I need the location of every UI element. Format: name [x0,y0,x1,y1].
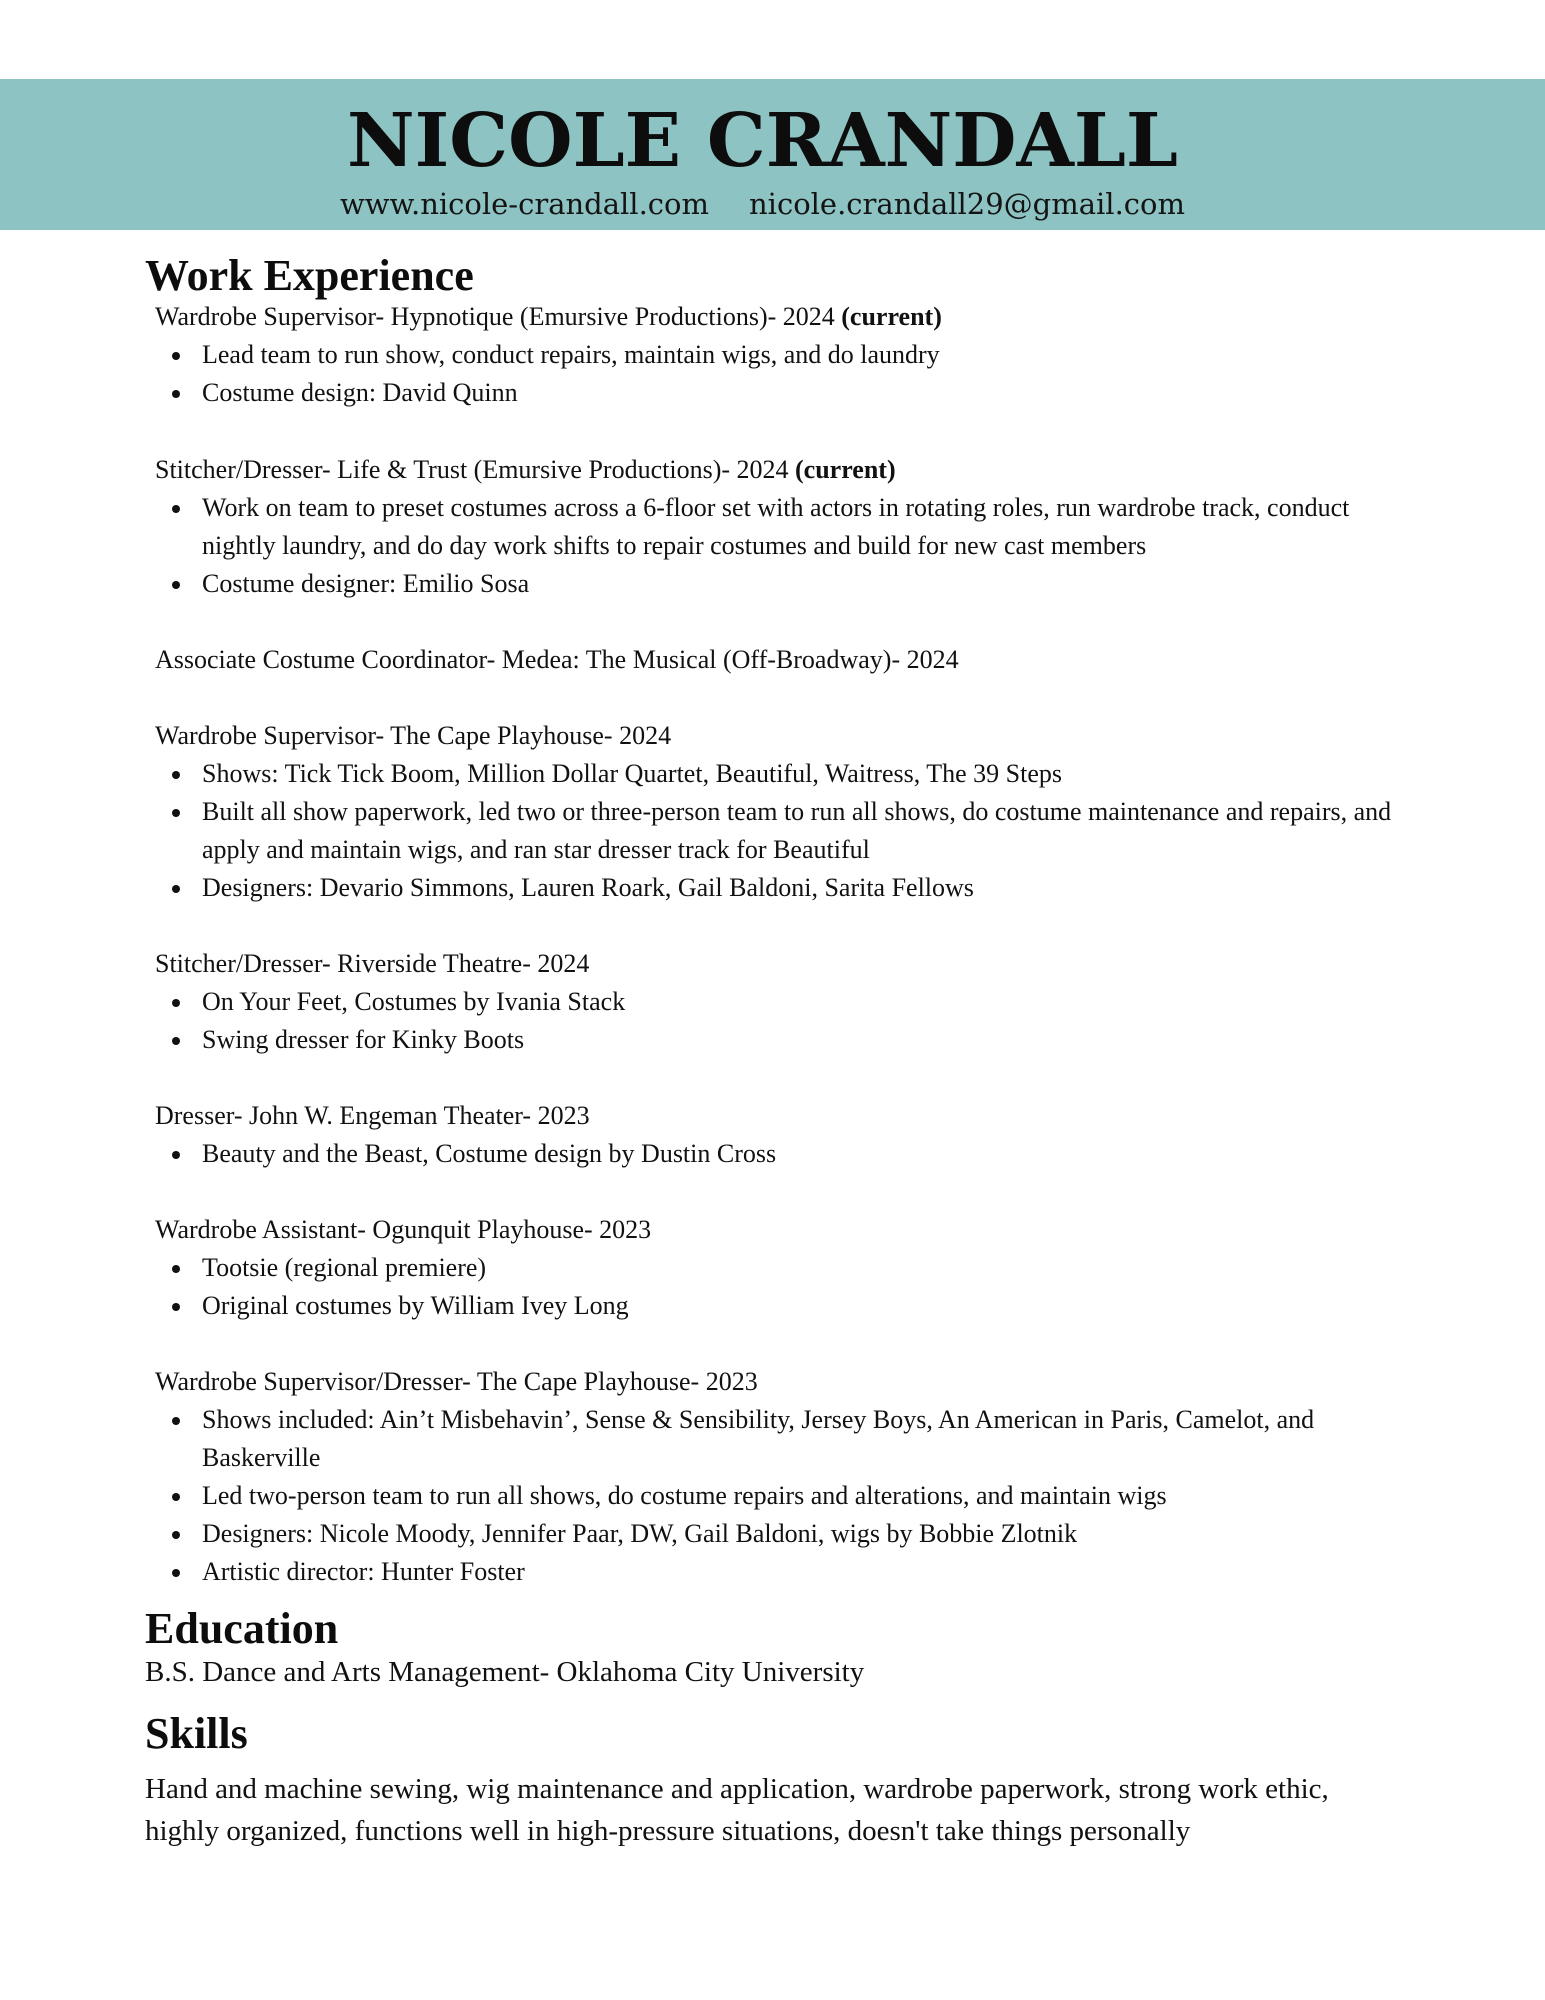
website-link[interactable]: www.nicole-crandall.com [339,187,709,221]
current-tag: (current) [841,302,942,331]
contact-line [0,184,1525,224]
job-entry [155,945,1405,1059]
job-entry [155,451,1405,603]
email-link[interactable]: nicole.crandall29@gmail.com [749,187,1186,221]
bullet-item: Tootsie (regional premiere) [155,1249,1412,1287]
job-title: Associate Costume Coordinator- Medea: The Musical (Off-Broadway)- 2024 [155,645,959,674]
bullet-item: Costume designer: Emilio Sosa [155,565,1412,603]
job-bullets [155,1249,1405,1325]
job-title: Stitcher/Dresser- Riverside Theatre- 2024 [155,949,590,978]
job-bullets [155,489,1405,603]
bullet-item: Built all show paperwork, led two or three-person team to run all shows, do costume maintenance and repairs, and apply and maintain wigs, and ran star dresser track for Beautiful [155,793,1412,869]
job-title: Wardrobe Supervisor- Hypnotique (Emursive Productions)- 2024 (current) [155,302,942,331]
skills-text: Hand and machine sewing, wig maintenance and application, wardrobe paperwork, strong work ethic, highly organized, functions well in high-pressure situations, doesn't take things personally [145,1773,1329,1847]
bullet-item: Beauty and the Beast, Costume design by Dustin Cross [155,1135,1412,1173]
job-entry [155,1097,1405,1173]
job-entry [155,298,1405,412]
bullet-item: Work on team to preset costumes across a 6-floor set with actors in rotating roles, run wardrobe track, conduct nightly laundry, and do day work shifts to repair costumes and build for new cast members [155,489,1412,565]
bullet-item: Original costumes by William Ivey Long [155,1287,1412,1325]
job-entry [155,1211,1405,1325]
resume-name: NICOLE CRANDALL [347,98,1178,184]
skills-heading: Skills [145,1709,248,1758]
job-title: Stitcher/Dresser- Life & Trust (Emursive Productions)- 2024 (current) [155,455,896,484]
bullet-item: Led two-person team to run all shows, do costume repairs and alterations, and maintain wigs [155,1477,1412,1515]
bullet-item: Designers: Nicole Moody, Jennifer Paar, DW, Gail Baldoni, wigs by Bobbie Zlotnik [155,1515,1412,1553]
job-title: Dresser- John W. Engeman Theater- 2023 [155,1101,590,1130]
job-bullets [155,1135,1405,1173]
bullet-item: Shows included: Ain’t Misbehavin’, Sense & Sensibility, Jersey Boys, An American in Paris, Camelot, and Baskerville [155,1401,1412,1477]
bullet-item: Swing dresser for Kinky Boots [155,1021,1412,1059]
work-experience-heading: Work Experience [145,251,474,300]
education-entry: B.S. Dance and Arts Management- Oklahoma City University [145,1656,865,1688]
bullet-item: Costume design: David Quinn [155,374,1412,412]
bullet-item: Designers: Devario Simmons, Lauren Roark, Gail Baldoni, Sarita Fellows [155,869,1412,907]
job-entry [155,1363,1405,1591]
job-bullets [155,1401,1405,1591]
bullet-item: Shows: Tick Tick Boom, Million Dollar Quartet, Beautiful, Waitress, The 39 Steps [155,755,1412,793]
bullet-item: Artistic director: Hunter Foster [155,1553,1412,1591]
education-heading: Education [145,1604,339,1653]
bullet-item: Lead team to run show, conduct repairs, maintain wigs, and do laundry [155,336,1412,374]
job-title: Wardrobe Supervisor/Dresser- The Cape Playhouse- 2023 [155,1367,758,1396]
job-entry [155,641,1405,679]
job-bullets [155,336,1405,412]
job-bullets [155,755,1405,907]
job-title: Wardrobe Assistant- Ogunquit Playhouse- 2023 [155,1215,652,1244]
bullet-item: On Your Feet, Costumes by Ivania Stack [155,983,1412,1021]
job-entry [155,717,1405,907]
current-tag: (current) [795,455,896,484]
job-title: Wardrobe Supervisor- The Cape Playhouse- 2024 [155,721,672,750]
job-bullets [155,983,1405,1059]
